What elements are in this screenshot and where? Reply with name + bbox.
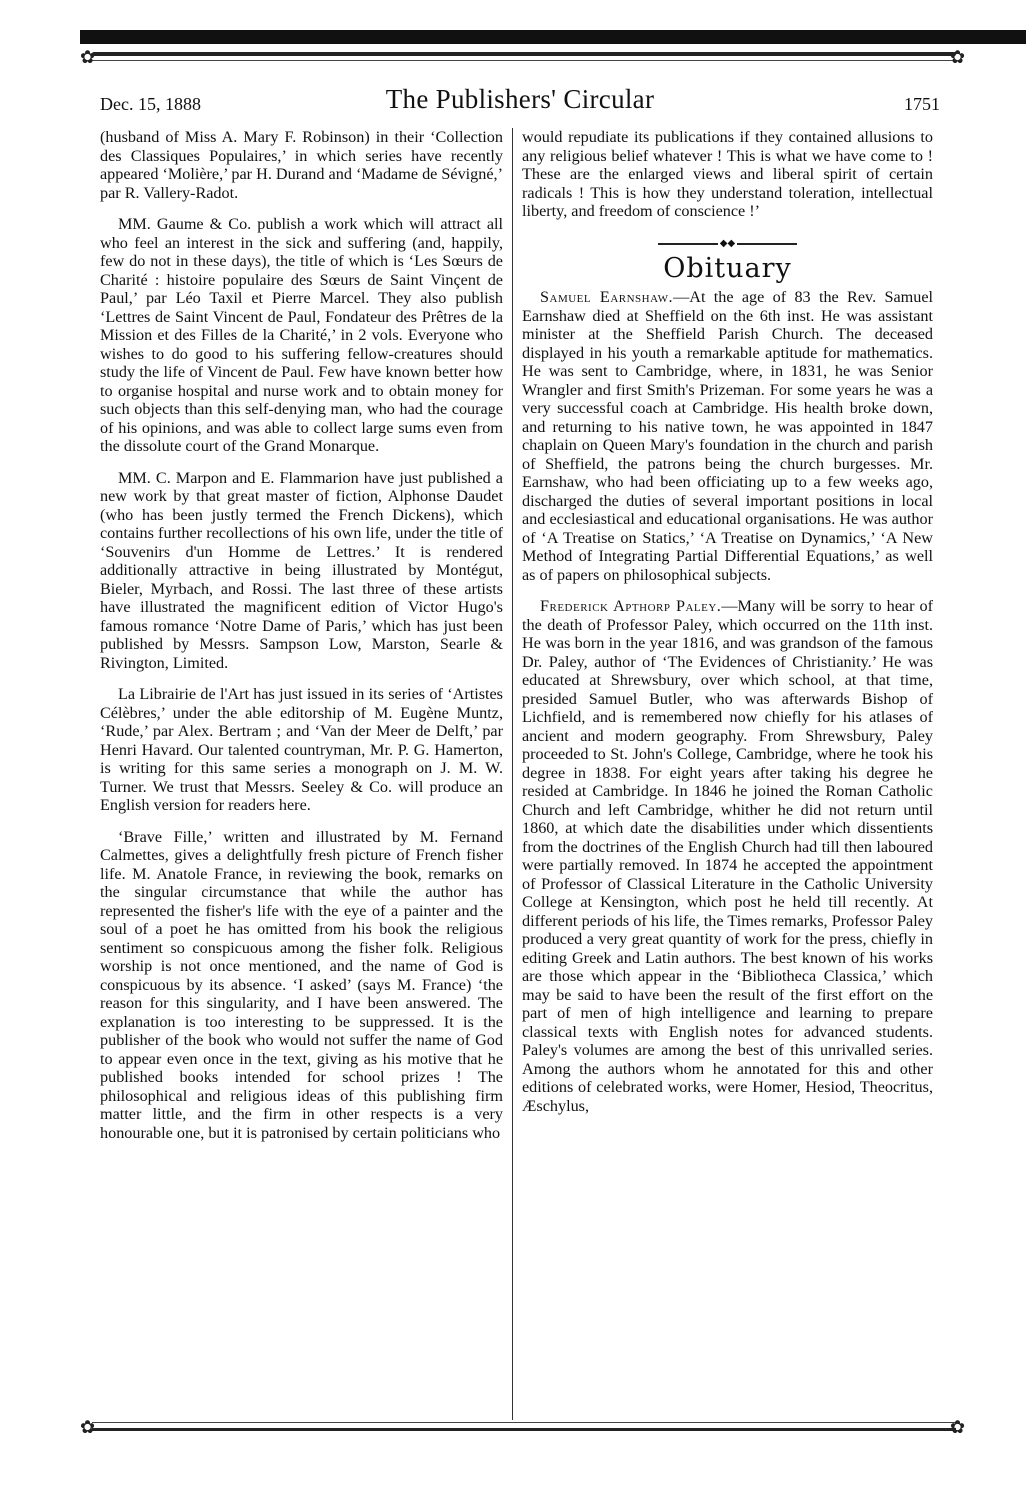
top-right-ornament-icon: ✿ (950, 47, 966, 67)
page-header (100, 84, 940, 118)
top-border-thin-rule (92, 60, 956, 61)
header-date: Dec. 15, 1888 (100, 94, 201, 114)
right-paragraph-1: would repudiate its publications if they contained allusions to any religious belief whatever ! This is what we have come to ! These are the enlarged views and liberal spirit of certain radicals ! This is how they understand toleration, intellectual liberty, and freedom of conscience !’ (522, 128, 933, 220)
obituary-earnshaw (522, 288, 933, 584)
bottom-border-thin-rule (92, 1422, 956, 1423)
obituary-paley-name: Frederick Apthorp Paley. (540, 597, 722, 615)
left-paragraph-1: (husband of Miss A. Mary F. Robinson) in their ‘Collection des Classiques Populaires,’ in which series have recently appeared ‘Molière,’ par H. Durand and ‘Madame de Sévigné,’ par R. Vallery-Radot. (100, 128, 503, 202)
bottom-border-rule (92, 1428, 956, 1431)
left-paragraph-2: MM. Gaume & Co. publish a work which will attract all who feel an interest in the sick and suffering (and, happily, few do not in these days), the title of which is ‘Les Sœurs de Charité : histoire populaire des Sœurs de Saint Vinçent de Paul,’ par Léo Taxil et Pierre Marcel. They also publish ‘Lettres de Saint Vincent de Paul, Fondateur des Prêtres de la Mission et des Filles de la Charité,’ in 2 vols. Everyone who wishes to do good to his suffering fellow-creatures should study the life of Vincent de Paul. Few have known better how to organise hospital and nurse work and to obtain money for such objects than this self-denying man, who had the courage of his opinions, and was able to collect large sums even from the dissolute court of the Grand Monarque. (100, 215, 503, 455)
section-separator (522, 234, 933, 250)
bottom-right-ornament-icon: ✿ (950, 1417, 966, 1437)
column-divider (512, 128, 513, 1420)
right-column (522, 128, 933, 1128)
bottom-left-ornament-icon: ✿ (80, 1417, 96, 1437)
header-title: The Publishers' Circular (385, 84, 655, 114)
left-paragraph-3: MM. C. Marpon and E. Flammarion have just published a new work by that great master of fiction, Alphonse Daudet (who has been justly termed the French Dickens), which contains further recollections of his own life, under the title of ‘Souvenirs d'un Homme de Lettres.’ It is rendered additionally attractive in being illustrated by Montégut, Bieler, Myrbach, and Rossi. The last three of these artists have illustrated the magnificent edition of Victor Hugo's famous romance ‘Notre Dame of Paris,’ which has just been published by Messrs. Sampson Low, Marston, Searle & Rivington, Limited. (100, 468, 503, 672)
left-paragraph-4: La Librairie de l'Art has just issued in its series of ‘Artistes Célèbres,’ under the able editorship of M. Eugène Muntz, ‘Rude,’ par Alex. Bertram ; and ‘Van der Meer de Delft,’ par Henri Havard. Our talented countryman, Mr. P. G. Hamerton, is writing for this same series a monograph on J. M. W. Turner. We trust that Messrs. Seeley & Co. will produce an English version for readers here. (100, 685, 503, 814)
obituary-paley-text: —Many will be sorry to hear of the death of Professor Paley, which occurred on the 11th inst. He was born in the year 1816, and was grandson of the famous Dr. Paley, author of ‘The Evidences of Christianity.’ He was educated at Shrewsbury, over which school, at that time, presided Samuel Butler, who was afterwards Bishop of Lichfield, and is remembered now chiefly for his atlases of ancient and modern geography. From Shrewsbury, Paley proceeded to St. John's College, Cambridge, where he took his degree in 1838. For eight years after taking his degree he resided at Cambridge. In 1846 he joined the Roman Catholic Church and left Cambridge, whither he did not return until 1860, at which date the disabilities under which dissentients from the doctrines of the English Church had till then laboured were partially removed. In 1874 he accepted the appointment of Professor of Classical Literature in the Catholic University College at Kensington, which post he held till recently. At different periods of his life, the Times remarks, Professor Paley produced a very great quantity of work for the press, chiefly in editing Greek and Latin authors. The best known of his works are those which appear in the ‘Bibliotheca Classica,’ which may be said to have been the result of the first effort on the part of men of high intelligence and learning to prepare classical texts with English notes for advanced students. Paley's volumes are among the best of this unrivalled series. Among the authors whom he annotated for this and other editions of celebrated works, were Homer, Hesiod, Theocritus, Æschylus, (522, 597, 933, 1115)
header-page-number: 1751 (904, 94, 940, 114)
obituary-heading: Obituary (663, 252, 792, 284)
obituary-earnshaw-text: —At the age of 83 the Rev. Samuel Earnshaw died at Sheffield on the 6th inst. He was assistant minister at the Sheffield Parish Church. The deceased displayed in his youth a remarkable aptitude for mathematics. He was sent to Cambridge, where, in 1831, he was Senior Wrangler and first Smith's Prizeman. For some years he was a very successful coach at Cambridge. His health broke down, and returning to his native town, he was appointed in 1847 chaplain on Queen Mary's foundation in the church and parish of Sheffield, the patrons being the church burgesses. Mr. Earnshaw, who had been officiating up to a few weeks ago, discharged the duties of several important positions in local and ecclesiastical and educational organisations. He was author of ‘A Treatise on Statics,’ ‘A Treatise on Dynamics,’ ‘A New Method of Integrating Partial Differential Equations,’ as well as of papers on philosophical subjects. (522, 288, 933, 584)
left-paragraph-5: ‘Brave Fille,’ written and illustrated by M. Fernand Calmettes, gives a delightfully fresh picture of French fisher life. M. Anatole France, in reviewing the book, remarks on the singular circumstance that while the author has represented the fisher's life with the eye of a painter and the soul of a poet he has omitted from his book the religious sentiment so conspicuous among the fisher folk. Religious worship is not once mentioned, and the name of God is conspicuous by its absence. ‘I asked’ (says M. France) ‘the reason for this singularity, and I have been answered. The explanation is too interesting to be suppressed. It is the publisher of the book who would not suffer the name of God to appear even once in the text, giving as his motive that he published books intended for school prizes ! The philosophical and religious ideas of this publishing firm matter little, and the firm in other respects is a very honourable one, but it is patronised by certain politicians who (100, 827, 503, 1142)
separator-ornament-icon: ◆◆ (719, 237, 736, 249)
top-left-ornament-icon: ✿ (80, 47, 96, 67)
obituary-paley (522, 597, 933, 1115)
obituary-earnshaw-name: Samuel Earnshaw. (540, 288, 674, 306)
top-black-bar (80, 30, 1026, 44)
top-border-rule (92, 52, 956, 56)
left-column (100, 128, 503, 1155)
